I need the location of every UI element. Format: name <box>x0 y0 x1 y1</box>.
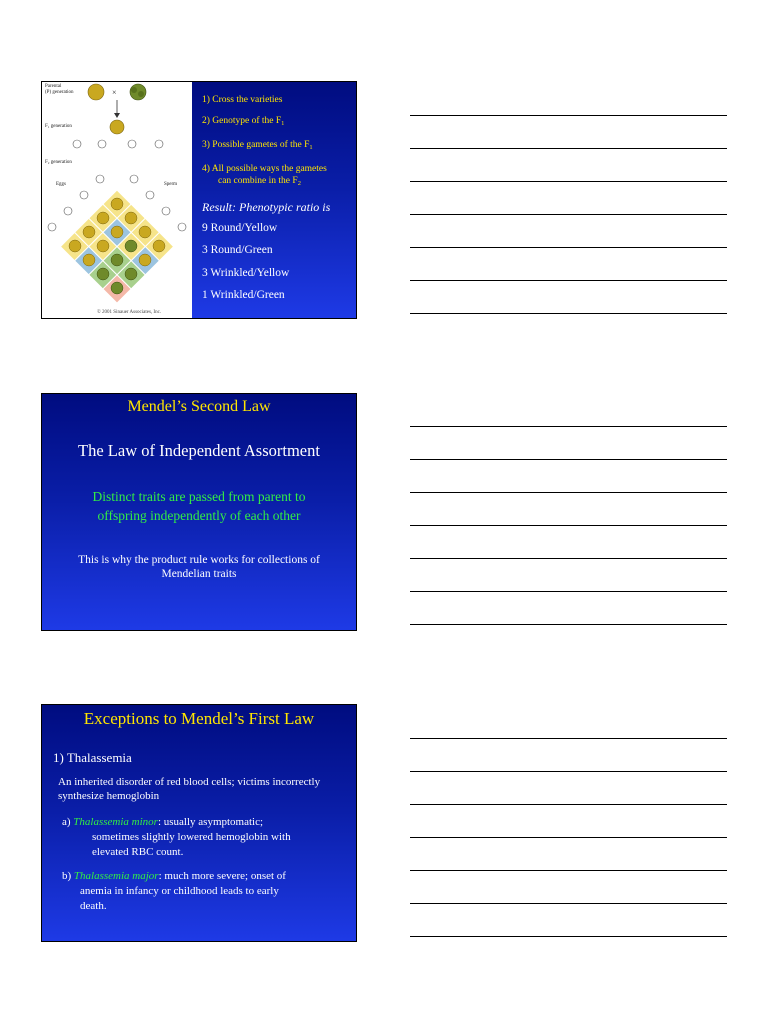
thalassemia-heading: 1) Thalassemia <box>53 750 132 765</box>
f1-generation-label: F₁ generation <box>45 124 72 129</box>
f2-generation-label: F₂ generation <box>45 160 72 165</box>
punnett-square-figure <box>42 82 192 318</box>
step-4: 4) All possible ways the gametes can combine in the $F_2$ <box>202 164 327 187</box>
thalassemia-minor-item: a) Thalassemia minor: usually asymptomatic; sometimes slightly lowered hemoglobin with elevated RBC count. <box>62 816 291 858</box>
slide-mendels-second-law <box>41 393 357 631</box>
note-line <box>410 738 727 739</box>
note-line <box>410 558 727 559</box>
thalassemia-major-term: Thalassemia major <box>73 870 159 882</box>
note-line <box>410 591 727 592</box>
parental-label: Parental (P) generation <box>45 84 74 95</box>
note-line <box>410 771 727 772</box>
cross-steps-list <box>202 94 352 190</box>
note-line <box>410 903 727 904</box>
slide-exceptions-first-law <box>41 704 357 942</box>
note-line <box>410 148 727 149</box>
result-label: Result: Phenotypic ratio is <box>202 200 331 214</box>
note-line <box>410 870 727 871</box>
note-line <box>410 247 727 248</box>
note-line <box>410 426 727 427</box>
ratio-round-green: 3 Round/Green <box>202 244 273 256</box>
ratio-round-yellow: 9 Round/Yellow <box>202 222 278 234</box>
law-statement: Distinct traits are passed from parent to offspring independently of each other <box>92 489 306 523</box>
note-line <box>410 459 727 460</box>
note-line <box>410 804 727 805</box>
note-line <box>410 525 727 526</box>
step-3: 3) Possible gametes of the $F_1$ <box>202 140 313 151</box>
product-rule-note: This is why the product rule works for collections of Mendelian traits <box>78 554 320 580</box>
step-2: 2) Genotype of the $F_1$ <box>202 116 285 127</box>
ratio-wrinkled-green: 1 Wrinkled/Green <box>202 289 285 301</box>
note-line <box>410 214 727 215</box>
cross-symbol: × <box>112 88 117 97</box>
slide-subtitle: The Law of Independent Assortment <box>78 441 320 460</box>
note-line <box>410 280 727 281</box>
figure-copyright: © 2001 Sinauer Associates, Inc. <box>97 310 162 315</box>
thalassemia-major-item: b) Thalassemia major: much more severe; onset of anemia in infancy or childhood leads to early death. <box>62 870 286 912</box>
thalassemia-description: An inherited disorder of red blood cells; victims incorrectly synthesize hemoglobin <box>58 776 321 802</box>
thalassemia-minor-term: Thalassemia minor <box>73 816 158 828</box>
slide-dihybrid-cross <box>41 81 357 319</box>
note-line <box>410 624 727 625</box>
slide-title: Mendel’s Second Law <box>127 398 271 415</box>
note-line <box>410 313 727 314</box>
note-line <box>410 837 727 838</box>
sperm-label: Sperm <box>164 182 178 187</box>
step-1: 1) Cross the varieties <box>202 95 283 105</box>
slide-title: Exceptions to Mendel’s First Law <box>83 709 315 728</box>
punnett-diagram-graphic <box>42 82 192 318</box>
ratio-wrinkled-yellow: 3 Wrinkled/Yellow <box>202 267 290 279</box>
note-line <box>410 181 727 182</box>
eggs-label: Eggs <box>56 182 66 187</box>
note-line <box>410 492 727 493</box>
note-line <box>410 115 727 116</box>
note-line <box>410 936 727 937</box>
